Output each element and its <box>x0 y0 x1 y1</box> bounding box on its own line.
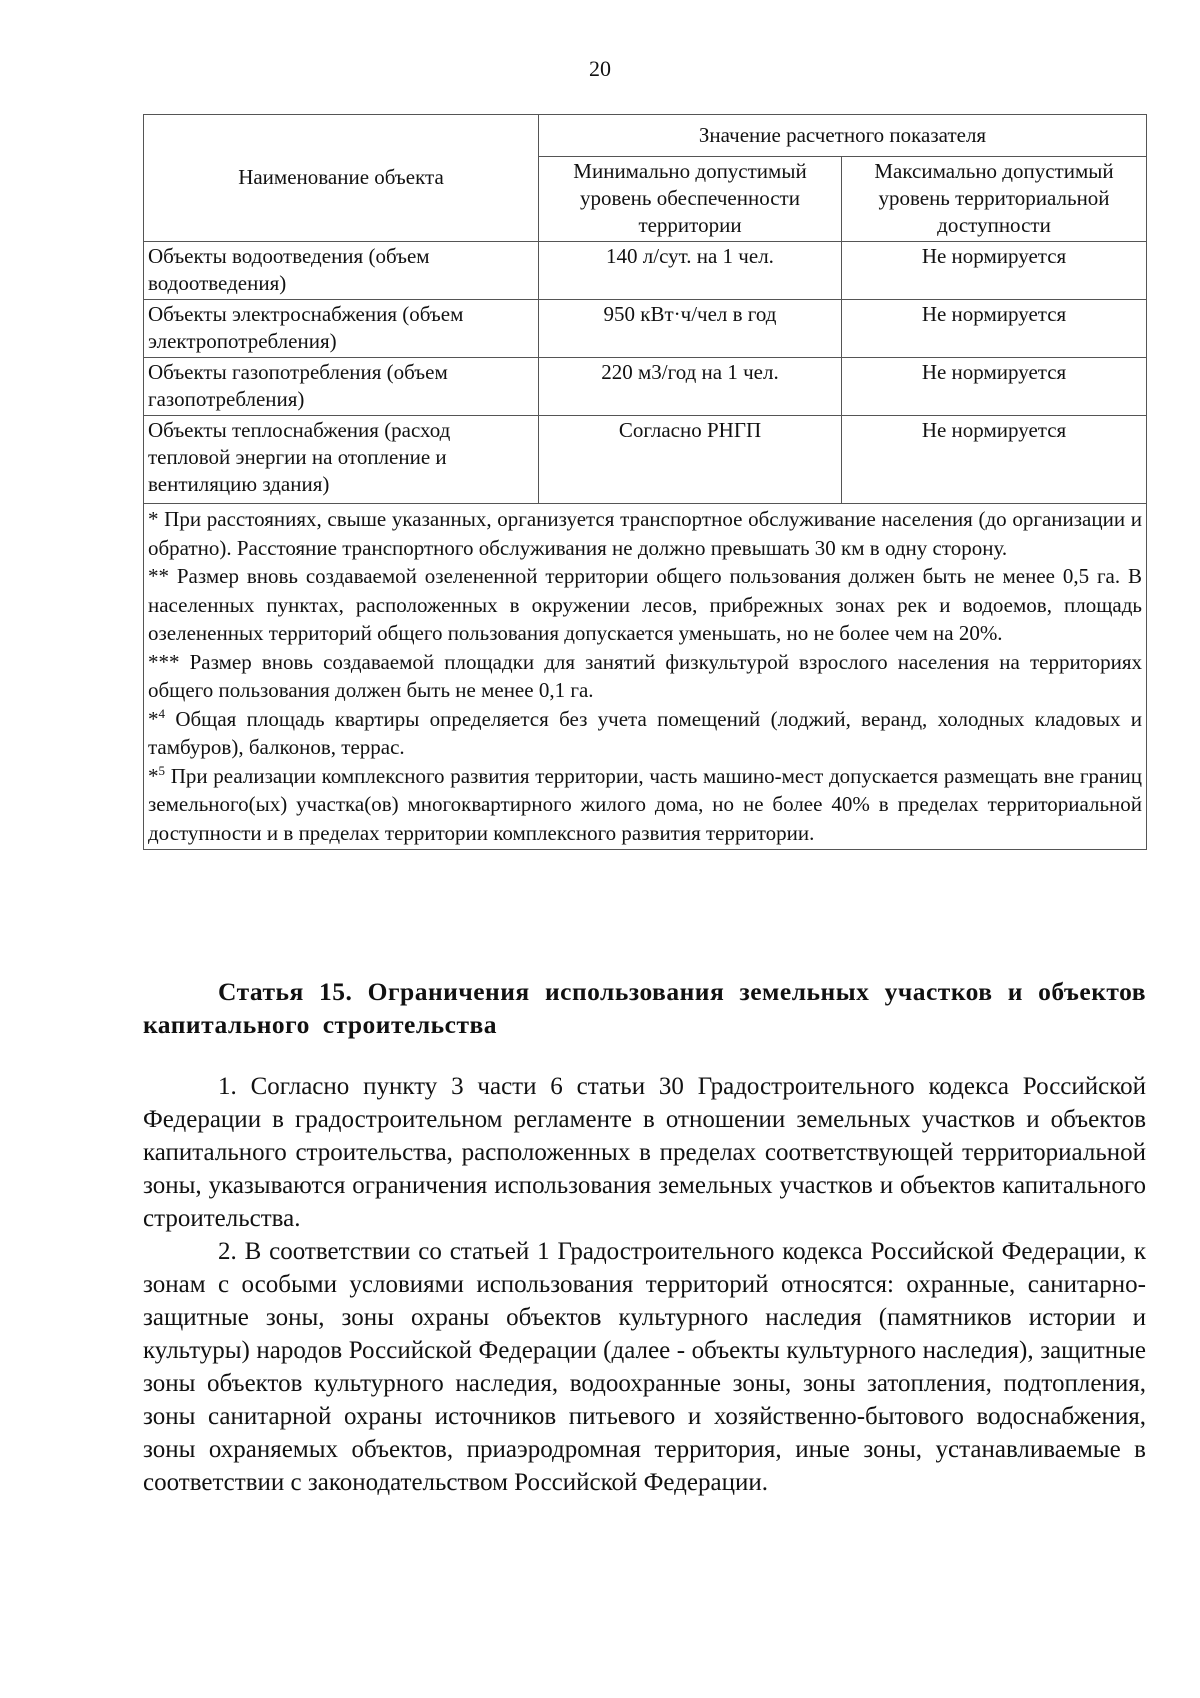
header-min-provision: Минимально допустимый уровень обеспеченности территории <box>539 157 842 242</box>
row-object-name: Объекты теплоснабжения (расход тепловой энергии на отопление и вентиляцию здания) <box>144 416 539 504</box>
row-min-value: 140 л/сут. на 1 чел. <box>539 242 842 300</box>
row-min-value: 220 м3/год на 1 чел. <box>539 358 842 416</box>
footnote-mark: * <box>148 706 159 731</box>
table-row <box>144 416 1147 504</box>
footnote-text: Размер вновь создаваемой озелененной территории общего пользования должен быть не менее 0,5 га. В населенных пунктах, расположенных в окружении лесов, прибрежных зонах рек и водоемов, площадь озелененных территорий общего пользования допускается уменьшать, но не более чем на 20%. <box>148 564 1142 645</box>
page-number: 20 <box>589 56 611 81</box>
footnote-text: Размер вновь создаваемой площадки для занятий физкультурой взрослого населения на территориях общего пользования должен быть не менее 0,1 га. <box>148 649 1143 702</box>
table-notes-row <box>144 504 1147 850</box>
row-object-name: Объекты электроснабжения (объем электропотребления) <box>144 300 539 358</box>
footnote-sup: 4 <box>158 705 165 721</box>
row-max-value: Не нормируется <box>842 416 1147 504</box>
table-notes <box>144 504 1147 850</box>
table-row <box>144 358 1147 416</box>
article-heading: Статья 15. Ограничения использования земельных участков и объектов капитального строительства <box>143 977 1146 1039</box>
header-indicator-value: Значение расчетного показателя <box>539 115 1147 157</box>
article-body <box>143 1070 1146 1499</box>
row-object-name: Объекты водоотведения (объем водоотведения) <box>144 242 539 300</box>
footnote-mark: * <box>148 507 159 531</box>
footnote-sup: 5 <box>158 762 165 778</box>
footnote <box>148 762 1142 848</box>
footnote-mark: ** <box>148 564 169 588</box>
footnote-mark: *** <box>148 649 180 674</box>
table-row <box>144 242 1147 300</box>
table-row <box>144 300 1147 358</box>
article-paragraph: 1. Согласно пункту 3 части 6 статьи 30 Градостроительного кодекса Российской Федерации в градостроительном регламенте в отношении земельных участков и объектов капитального строительства, расположенных в пределах соответствующей территориальной зоны, указываются ограничения использования земельных участков и объектов капитального строительства. <box>143 1073 1146 1232</box>
footnote <box>148 705 1142 762</box>
header-object-name: Наименование объекта <box>144 115 539 242</box>
row-max-value: Не нормируется <box>842 358 1147 416</box>
footnote-text: При расстояниях, свыше указанных, организуется транспортное обслуживание населения (до организации и обратно). Расстояние транспортного обслуживания не должно превышать 30 км в одну сторону. <box>148 507 1142 560</box>
footnote <box>148 505 1142 562</box>
table-header-row <box>144 115 1147 157</box>
row-max-value: Не нормируется <box>842 300 1147 358</box>
footnote-text: При реализации комплексного развития территории, часть машино-мест допускается размещать вне границ земельного(ых) участка(ов) многоквартирного жилого дома, но не более 40% в пределах территориальной доступности и в пределах территории комплексного развития территории. <box>148 763 1142 845</box>
norms-table <box>143 114 1147 850</box>
footnote-mark: * <box>148 763 159 788</box>
footnote-text: Общая площадь квартиры определяется без учета помещений (лоджий, веранд, холодных кладовых и тамбуров), балконов, террас. <box>148 706 1142 759</box>
footnote <box>148 562 1142 648</box>
footnote <box>148 648 1142 705</box>
row-min-value: Согласно РНГП <box>539 416 842 504</box>
row-min-value: 950 кВт·ч/чел в год <box>539 300 842 358</box>
row-object-name: Объекты газопотребления (объем газопотребления) <box>144 358 539 416</box>
row-max-value: Не нормируется <box>842 242 1147 300</box>
header-max-accessibility: Максимально допустимый уровень территориальной доступности <box>842 157 1147 242</box>
article-paragraph: 2. В соответствии со статьей 1 Градостроительного кодекса Российской Федерации, к зонам с особыми условиями использования территорий относятся: охранные, санитарно-защитные зоны, зоны охраны объектов культурного наследия (памятников истории и культуры) народов Российской Федерации (далее - объекты культурного наследия), защитные зоны объектов культурного наследия, водоохранные зоны, зоны затопления, подтопления, зоны санитарной охраны источников питьевого и хозяйственно-бытового водоснабжения, зоны охраняемых объектов, приаэродромная территория, иные зоны, устанавливаемые в соответствии с законодательством Российской Федерации. <box>143 1238 1146 1496</box>
